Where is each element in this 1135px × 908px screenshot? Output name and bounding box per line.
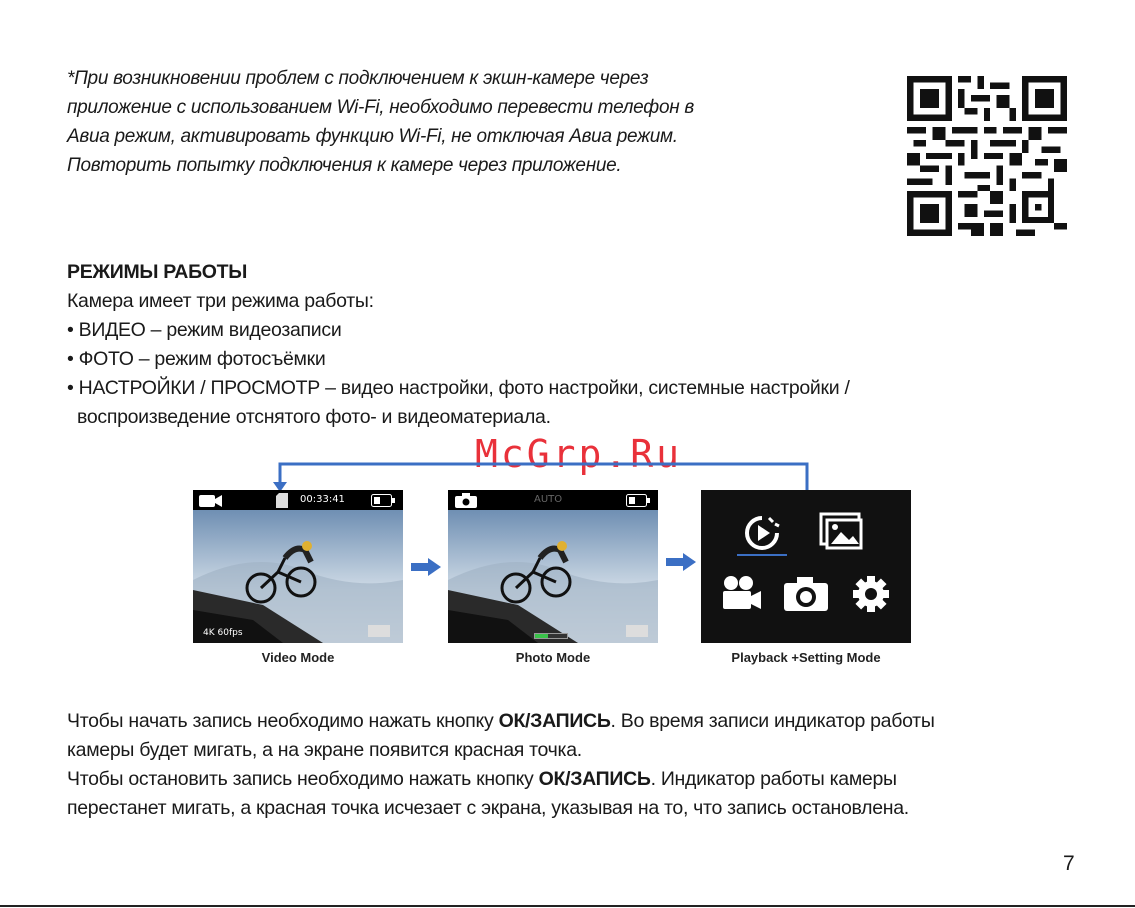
exposure-bar — [534, 633, 568, 639]
arrow-right-icon — [411, 558, 441, 576]
battery-icon — [626, 494, 650, 507]
screen-label: Photo Mode — [515, 650, 591, 665]
battery-icon — [371, 494, 395, 507]
selection-underline — [737, 554, 787, 556]
video-camera-icon — [199, 494, 223, 508]
instruction-line — [67, 765, 1067, 794]
bottom-rule — [0, 905, 1135, 907]
mode-item-photo: • ФОТО – режим фотосъёмки — [67, 348, 326, 370]
mode-item-video: • ВИДЕО – режим видеозаписи — [67, 319, 342, 341]
note-line: *При возникновении проблем с подключением к экшн-камере через — [67, 68, 649, 89]
gallery-icon — [819, 512, 865, 552]
playback-icon — [739, 510, 785, 556]
qr-code-icon — [907, 76, 1067, 236]
screen-label: Video Mode — [261, 650, 335, 665]
instruction-text: Чтобы остановить запись необходимо нажать кнопку — [67, 768, 539, 790]
page-number: 7 — [1063, 852, 1075, 875]
photo-settings-icon — [783, 576, 829, 612]
sd-card-icon — [276, 493, 288, 508]
recording-instructions — [67, 707, 1067, 823]
video-settings-icon — [721, 574, 763, 612]
ok-record-button-name: ОК/ЗАПИСЬ — [538, 768, 651, 790]
resolution-label: 4K 60fps — [203, 628, 243, 638]
ev-badge — [368, 625, 390, 637]
wifi-note — [67, 64, 827, 180]
note-line: Авиа режим, активировать функцию Wi-Fi, не отключая Авиа режим. — [67, 126, 678, 147]
instruction-text: . Индикатор работы камеры — [650, 768, 897, 790]
iso-badge — [626, 625, 648, 637]
instruction-line — [67, 707, 1067, 736]
instruction-line: камеры будет мигать, а на экране появится красная точка. — [67, 739, 582, 761]
note-line: Повторить попытку подключения к камере через приложение. — [67, 155, 622, 176]
camera-icon — [455, 493, 477, 508]
instruction-line: перестанет мигать, а красная точка исчезает с экрана, указывая на то, что запись остановлена. — [67, 797, 909, 819]
mode-item-settings: • НАСТРОЙКИ / ПРОСМОТР – видео настройки, фото настройки, системные настройки / — [67, 377, 850, 399]
video-mode-screen — [193, 490, 403, 643]
instruction-text: . Во время записи индикатор работы — [610, 710, 935, 732]
section-heading: РЕЖИМЫ РАБОТЫ — [67, 261, 248, 283]
screen-label: Playback +Setting Mode — [731, 650, 881, 665]
cyclist-photo — [448, 510, 658, 643]
photo-mode-screen — [448, 490, 658, 643]
watermark: McGrp.Ru — [475, 432, 683, 476]
gear-icon — [851, 574, 891, 614]
playback-setting-screen — [701, 490, 911, 643]
modes-section — [67, 258, 1067, 432]
mode-item-settings-continuation: воспроизведение отснятого фото- и видеоматериала. — [77, 406, 551, 428]
cyclist-photo — [193, 510, 403, 643]
ok-record-button-name: ОК/ЗАПИСЬ — [498, 710, 611, 732]
recording-timer: 00:33:41 — [300, 494, 345, 505]
instruction-text: Чтобы начать запись необходимо нажать кнопку — [67, 710, 499, 732]
photo-mode-auto: AUTO — [534, 494, 563, 505]
modes-intro: Камера имеет три режима работы: — [67, 290, 374, 312]
note-line: приложение с использованием Wi-Fi, необходимо перевести телефон в — [67, 97, 695, 118]
arrow-right-icon — [666, 553, 696, 571]
